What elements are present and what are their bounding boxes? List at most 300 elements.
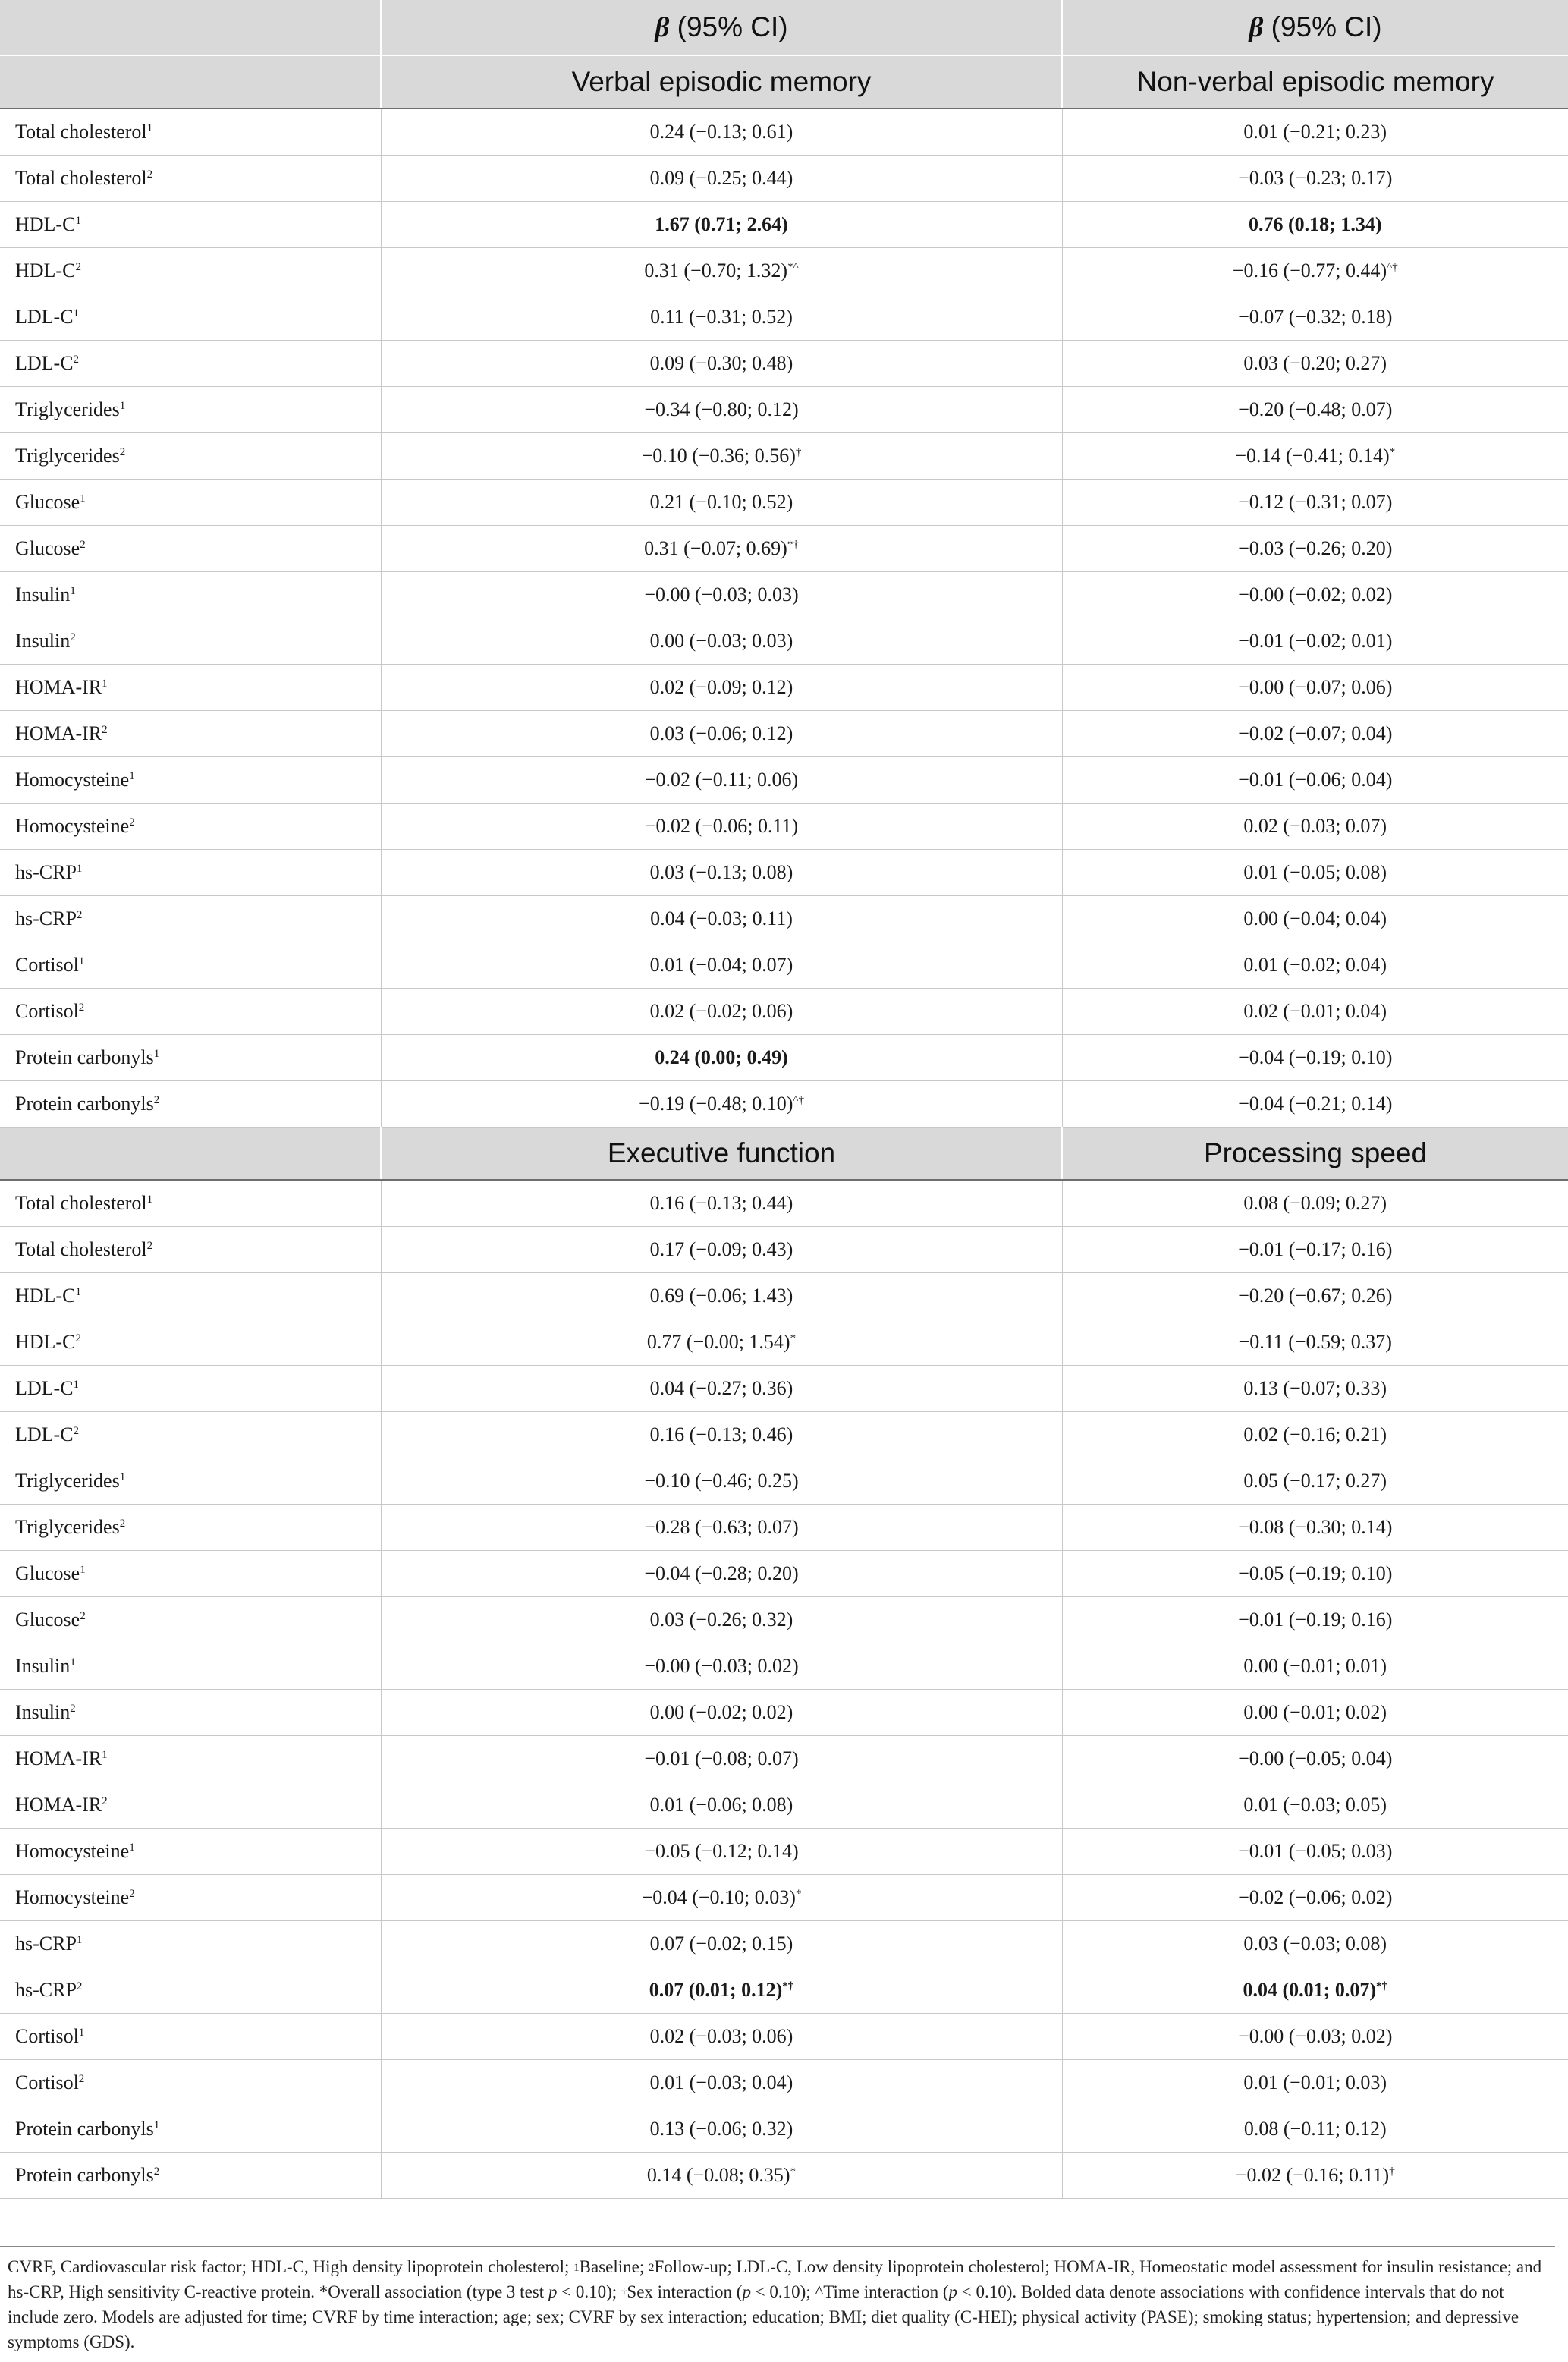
variable-name: hs-CRP [15, 1933, 77, 1955]
estimate-cell [381, 248, 1062, 294]
estimate-cell [1062, 2014, 1568, 2060]
table-row [0, 2153, 1568, 2199]
variable-name: Homocysteine [15, 1886, 130, 1908]
timepoint-sup: 2 [76, 909, 83, 921]
footnote-text: Baseline; [579, 2257, 649, 2276]
estimate-cell [1062, 1736, 1568, 1782]
estimate-cell [381, 711, 1062, 757]
significance-marker: * [790, 1332, 797, 1345]
estimate-cell [381, 156, 1062, 202]
table-row [0, 896, 1568, 942]
table-row [0, 248, 1568, 294]
table-row [0, 1273, 1568, 1319]
timepoint-sup: 2 [75, 1332, 81, 1345]
timepoint-sup: 1 [70, 585, 76, 597]
estimate-cell [381, 1782, 1062, 1829]
timepoint-sup: 2 [70, 1703, 76, 1715]
estimate-cell [381, 202, 1062, 248]
table-row [0, 433, 1568, 480]
timepoint-sup: 2 [102, 1795, 108, 1807]
estimate-cell [381, 2060, 1062, 2106]
variable-cell [0, 2106, 381, 2153]
section-header-col1: Executive function [381, 1128, 1062, 1180]
section-header-col1: Verbal episodic memory [381, 55, 1062, 108]
timepoint-sup: 2 [76, 1980, 83, 1992]
variable-cell [0, 1273, 381, 1319]
estimate-value: 0.16 (−0.13; 0.46) [649, 1423, 793, 1445]
variable-cell [0, 1458, 381, 1505]
variable-cell [0, 896, 381, 942]
table-row [0, 1227, 1568, 1273]
table-row [0, 1551, 1568, 1597]
estimate-value: −0.05 (−0.19; 0.10) [1238, 1562, 1393, 1584]
estimate-cell [1062, 1921, 1568, 1967]
estimate-cell [1062, 1035, 1568, 1081]
estimate-cell [1062, 480, 1568, 526]
estimate-value: 0.00 (−0.02; 0.02) [649, 1701, 793, 1723]
variable-cell [0, 1319, 381, 1366]
estimate-cell [1062, 1412, 1568, 1458]
variable-name: Glucose [15, 1609, 80, 1631]
timepoint-sup: 2 [153, 2165, 160, 2178]
estimate-value: −0.10 (−0.36; 0.56) [641, 445, 796, 467]
estimate-value: −0.20 (−0.48; 0.07) [1238, 398, 1393, 420]
estimate-value: −0.01 (−0.19; 0.16) [1238, 1609, 1393, 1631]
estimate-value: 0.21 (−0.10; 0.52) [649, 491, 793, 513]
estimate-cell [381, 1081, 1062, 1128]
variable-name: Insulin [15, 1701, 71, 1723]
estimate-cell [1062, 2153, 1568, 2199]
footnote-sup: † [621, 2287, 627, 2299]
estimate-value: 0.01 (−0.01; 0.03) [1243, 2071, 1387, 2093]
estimate-cell [1062, 1967, 1568, 2014]
footnote-sup: 1 [573, 2262, 580, 2274]
table-row [0, 1782, 1568, 1829]
variable-name: LDL-C [15, 1377, 74, 1399]
significance-marker: * [1389, 446, 1396, 458]
estimate-value: 0.01 (−0.21; 0.23) [1243, 121, 1387, 143]
variable-cell [0, 1412, 381, 1458]
timepoint-sup: 1 [73, 307, 80, 319]
beta-symbol: β [655, 11, 670, 43]
variable-name: Cortisol [15, 1000, 79, 1022]
section-header-empty [0, 55, 381, 108]
estimate-value: −0.00 (−0.02; 0.02) [1238, 583, 1393, 605]
footnote-text: CVRF, Cardiovascular risk factor; HDL-C, High density lipoprotein cholesterol; [8, 2257, 574, 2276]
timepoint-sup: 1 [78, 2027, 85, 2039]
timepoint-sup: 2 [80, 539, 86, 551]
table-row [0, 1597, 1568, 1643]
estimate-value: −0.00 (−0.03; 0.02) [1238, 2025, 1393, 2047]
variable-cell [0, 1081, 381, 1128]
variable-name: HOMA-IR [15, 1794, 102, 1816]
estimate-value: −0.02 (−0.11; 0.06) [644, 769, 799, 791]
estimate-cell [381, 572, 1062, 618]
estimate-cell [1062, 1227, 1568, 1273]
estimate-cell [381, 618, 1062, 665]
estimate-value: −0.20 (−0.67; 0.26) [1238, 1285, 1393, 1307]
estimate-value: 0.24 (0.00; 0.49) [655, 1046, 788, 1068]
section-header-col2: Processing speed [1062, 1128, 1568, 1180]
estimate-value: −0.02 (−0.16; 0.11) [1235, 2164, 1390, 2186]
estimate-cell [1062, 433, 1568, 480]
estimate-cell [1062, 1875, 1568, 1921]
estimate-cell [381, 109, 1062, 156]
estimate-cell [1062, 989, 1568, 1035]
footnote-sup: 2 [649, 2262, 655, 2274]
variable-name: Glucose [15, 491, 80, 513]
estimate-value: 0.04 (0.01; 0.07) [1243, 1979, 1376, 2001]
variable-cell [0, 1921, 381, 1967]
estimate-value: 0.02 (−0.09; 0.12) [649, 676, 793, 698]
variable-name: HDL-C [15, 213, 76, 235]
variable-name: Cortisol [15, 2025, 79, 2047]
variable-name: Cortisol [15, 2071, 79, 2093]
estimate-cell [381, 757, 1062, 804]
variable-name: Protein carbonyls [15, 1093, 154, 1115]
variable-name: Homocysteine [15, 769, 130, 791]
table-row [0, 850, 1568, 896]
estimate-value: 1.67 (0.71; 2.64) [655, 213, 788, 235]
timepoint-sup: 2 [102, 724, 108, 736]
estimate-cell [381, 1035, 1062, 1081]
footnote-italic: p [742, 2282, 751, 2301]
footnote-text: < 0.10); ^Time interaction ( [750, 2282, 949, 2301]
variable-name: Triglycerides [15, 1516, 120, 1538]
table-row [0, 572, 1568, 618]
estimate-cell [1062, 1829, 1568, 1875]
variable-name: Triglycerides [15, 1470, 120, 1492]
estimate-cell [381, 942, 1062, 989]
variable-name: Glucose [15, 537, 80, 559]
estimate-value: 0.03 (−0.03; 0.08) [1243, 1933, 1387, 1955]
estimate-cell [1062, 804, 1568, 850]
beta-ci-header [1062, 0, 1568, 55]
table-row [0, 480, 1568, 526]
variable-name: Total cholesterol [15, 1238, 147, 1260]
estimate-cell [381, 1273, 1062, 1319]
estimate-value: 0.07 (−0.02; 0.15) [649, 1933, 793, 1955]
table-row [0, 156, 1568, 202]
variable-cell [0, 341, 381, 387]
table-row [0, 1081, 1568, 1128]
estimate-value: −0.05 (−0.12; 0.14) [644, 1840, 799, 1862]
estimate-cell [1062, 1319, 1568, 1366]
estimate-value: −0.00 (−0.07; 0.06) [1238, 676, 1393, 698]
significance-marker: ^† [1387, 261, 1398, 273]
estimate-cell [381, 896, 1062, 942]
estimate-value: 0.24 (−0.13; 0.61) [649, 121, 793, 143]
estimate-cell [1062, 1690, 1568, 1736]
estimate-cell [381, 1227, 1062, 1273]
estimate-cell [381, 1921, 1062, 1967]
estimate-value: 0.00 (−0.03; 0.03) [649, 630, 793, 652]
estimate-cell [381, 1875, 1062, 1921]
estimate-value: 0.04 (−0.27; 0.36) [649, 1377, 793, 1399]
section-header-row [0, 1128, 1568, 1180]
estimate-cell [381, 1366, 1062, 1412]
estimate-value: −0.16 (−0.77; 0.44) [1232, 259, 1387, 281]
timepoint-sup: 2 [119, 1518, 126, 1530]
significance-marker: † [1389, 2165, 1395, 2178]
variable-cell [0, 433, 381, 480]
variable-cell [0, 1829, 381, 1875]
table-row [0, 387, 1568, 433]
variable-cell [0, 665, 381, 711]
estimate-cell [381, 1829, 1062, 1875]
timepoint-sup: 1 [78, 955, 85, 967]
estimate-value: −0.34 (−0.80; 0.12) [644, 398, 799, 420]
estimate-value: −0.01 (−0.17; 0.16) [1238, 1238, 1393, 1260]
variable-name: HOMA-IR [15, 722, 102, 744]
footnote-text: Follow-up; LDL-C, Low density lipoprotein cholesterol; HOMA-IR, Homeostatic model assessment for insulin resistance; and hs-CRP, High sensitivity C-reactive protein. *Overall association (type 3 test [8, 2257, 1542, 2301]
estimate-value: 0.31 (−0.70; 1.32) [644, 259, 788, 281]
estimate-cell [381, 526, 1062, 572]
estimate-value: 0.16 (−0.13; 0.44) [649, 1192, 793, 1214]
timepoint-sup: 1 [102, 1749, 108, 1761]
estimate-value: 0.01 (−0.06; 0.08) [649, 1794, 793, 1816]
variable-cell [0, 572, 381, 618]
estimate-cell [381, 1643, 1062, 1690]
beta-ci-header [381, 0, 1062, 55]
table-row [0, 1366, 1568, 1412]
estimate-value: −0.03 (−0.23; 0.17) [1238, 167, 1393, 189]
variable-cell [0, 1643, 381, 1690]
significance-marker: * [790, 2165, 797, 2178]
beta-symbol: β [1249, 11, 1264, 43]
timepoint-sup: 1 [146, 1194, 153, 1206]
variable-cell [0, 1505, 381, 1551]
timepoint-sup: 2 [75, 261, 81, 273]
variable-cell [0, 850, 381, 896]
variable-name: Homocysteine [15, 1840, 130, 1862]
timepoint-sup: 2 [73, 1425, 80, 1437]
table-footnote [0, 2246, 1555, 2354]
table-row [0, 1412, 1568, 1458]
estimate-value: 0.00 (−0.04; 0.04) [1243, 907, 1387, 929]
variable-cell [0, 942, 381, 989]
estimate-value: 0.31 (−0.07; 0.69) [644, 537, 787, 559]
variable-name: LDL-C [15, 352, 74, 374]
variable-name: hs-CRP [15, 907, 77, 929]
table-row [0, 1967, 1568, 2014]
variable-name: HDL-C [15, 259, 76, 281]
variable-name: Triglycerides [15, 398, 120, 420]
table-row [0, 2060, 1568, 2106]
estimate-value: 0.77 (−0.00; 1.54) [646, 1331, 790, 1353]
estimate-cell [1062, 942, 1568, 989]
timepoint-sup: 1 [75, 1286, 81, 1298]
estimate-cell [1062, 1782, 1568, 1829]
estimate-value: −0.11 (−0.59; 0.37) [1238, 1331, 1392, 1353]
estimate-cell [381, 294, 1062, 341]
timepoint-sup: 1 [119, 1471, 126, 1483]
footnote-text: < 0.10). Bolded data denote associations with confidence intervals that do not include zero. Models are adjusted for time; CVRF by time interaction; age; sex; CVRF by sex interaction; education; BMI; diet quality (C-HEI); physical activity (PASE); smoking status; hypertension; and depressive symptoms (GDS). [8, 2282, 1519, 2351]
variable-cell [0, 1597, 381, 1643]
table-row [0, 1035, 1568, 1081]
variable-name: Insulin [15, 583, 71, 605]
estimate-cell [1062, 156, 1568, 202]
estimate-value: 0.01 (−0.02; 0.04) [1243, 954, 1387, 976]
variable-cell [0, 2060, 381, 2106]
section-header-empty [0, 1128, 381, 1180]
variable-cell [0, 1736, 381, 1782]
variable-cell [0, 1690, 381, 1736]
estimate-cell [381, 1597, 1062, 1643]
estimate-cell [381, 665, 1062, 711]
table-row [0, 1505, 1568, 1551]
estimate-value: 0.13 (−0.07; 0.33) [1243, 1377, 1387, 1399]
estimate-value: 0.08 (−0.09; 0.27) [1243, 1192, 1387, 1214]
timepoint-sup: 1 [76, 1934, 83, 1946]
timepoint-sup: 1 [70, 1656, 76, 1668]
estimate-value: 0.04 (−0.03; 0.11) [650, 907, 793, 929]
table-row [0, 989, 1568, 1035]
estimate-value: 0.05 (−0.17; 0.27) [1243, 1470, 1387, 1492]
variable-name: LDL-C [15, 306, 74, 328]
significance-marker: *^ [787, 261, 799, 273]
estimate-value: 0.17 (−0.09; 0.43) [649, 1238, 793, 1260]
table-row [0, 757, 1568, 804]
timepoint-sup: 2 [146, 168, 153, 181]
estimate-value: 0.11 (−0.31; 0.52) [650, 306, 793, 328]
estimate-cell [1062, 1366, 1568, 1412]
table-row [0, 804, 1568, 850]
estimate-cell [1062, 2060, 1568, 2106]
estimate-value: 0.03 (−0.26; 0.32) [649, 1609, 793, 1631]
footnote-text: < 0.10); [557, 2282, 621, 2301]
variable-name: hs-CRP [15, 1979, 77, 2001]
table-row [0, 618, 1568, 665]
variable-cell [0, 202, 381, 248]
variable-cell [0, 618, 381, 665]
estimate-cell [381, 1967, 1062, 2014]
estimate-cell [1062, 1458, 1568, 1505]
variable-name: Total cholesterol [15, 1192, 147, 1214]
timepoint-sup: 2 [70, 631, 76, 643]
estimate-value: −0.00 (−0.03; 0.02) [644, 1655, 799, 1677]
significance-marker: * [795, 1888, 802, 1900]
variable-cell [0, 1967, 381, 2014]
estimate-value: −0.12 (−0.31; 0.07) [1238, 491, 1393, 513]
variable-name: Protein carbonyls [15, 2118, 154, 2140]
estimate-cell [381, 989, 1062, 1035]
estimate-cell [1062, 711, 1568, 757]
table-row [0, 2014, 1568, 2060]
footnote-italic: p [948, 2282, 957, 2301]
estimate-value: 0.09 (−0.25; 0.44) [649, 167, 793, 189]
estimate-value: −0.02 (−0.07; 0.04) [1238, 722, 1393, 744]
ci-label: (95% CI) [677, 11, 788, 42]
variable-name: HOMA-IR [15, 1747, 102, 1769]
estimate-cell [381, 480, 1062, 526]
table-row [0, 1643, 1568, 1690]
variable-cell [0, 804, 381, 850]
estimate-value: 0.69 (−0.06; 1.43) [649, 1285, 793, 1307]
variable-cell [0, 1875, 381, 1921]
variable-cell [0, 156, 381, 202]
table-row [0, 1458, 1568, 1505]
estimate-cell [381, 1181, 1062, 1227]
timepoint-sup: 2 [146, 1240, 153, 1252]
variable-cell [0, 248, 381, 294]
estimate-cell [381, 433, 1062, 480]
table-row [0, 109, 1568, 156]
variable-cell [0, 1227, 381, 1273]
estimate-cell [381, 1736, 1062, 1782]
timepoint-sup: 1 [102, 678, 108, 690]
estimate-value: −0.02 (−0.06; 0.02) [1238, 1886, 1393, 1908]
variable-name: hs-CRP [15, 861, 77, 883]
estimate-value: −0.10 (−0.46; 0.25) [644, 1470, 799, 1492]
variable-cell [0, 1181, 381, 1227]
estimate-value: −0.04 (−0.10; 0.03) [641, 1886, 796, 1908]
estimate-cell [381, 387, 1062, 433]
estimate-cell [1062, 1643, 1568, 1690]
variable-name: Cortisol [15, 954, 79, 976]
estimate-value: 0.02 (−0.03; 0.06) [649, 2025, 793, 2047]
timepoint-sup: 1 [75, 215, 81, 227]
variable-name: Protein carbonyls [15, 1046, 154, 1068]
significance-marker: † [795, 446, 802, 458]
estimate-value: 0.08 (−0.11; 0.12) [1243, 2118, 1387, 2140]
estimate-value: −0.04 (−0.21; 0.14) [1238, 1093, 1393, 1115]
estimate-value: 0.01 (−0.04; 0.07) [649, 954, 793, 976]
significance-marker: *† [782, 1980, 794, 1992]
variable-cell [0, 109, 381, 156]
table-row [0, 1319, 1568, 1366]
timepoint-sup: 2 [78, 2073, 85, 2085]
estimate-value: 0.03 (−0.06; 0.12) [649, 722, 793, 744]
variable-name: HOMA-IR [15, 676, 102, 698]
variable-cell [0, 480, 381, 526]
estimate-value: 0.14 (−0.08; 0.35) [646, 2164, 790, 2186]
estimate-value: 0.02 (−0.01; 0.04) [1243, 1000, 1387, 1022]
estimate-cell [381, 1458, 1062, 1505]
estimate-cell [381, 341, 1062, 387]
variable-name: LDL-C [15, 1423, 74, 1445]
timepoint-sup: 2 [129, 816, 135, 829]
timepoint-sup: 1 [146, 122, 153, 134]
timepoint-sup: 1 [153, 1048, 160, 1060]
estimate-cell [1062, 618, 1568, 665]
estimate-value: −0.02 (−0.06; 0.11) [644, 815, 799, 837]
estimate-cell [381, 804, 1062, 850]
estimate-cell [1062, 1273, 1568, 1319]
beta-header-row [0, 0, 1568, 55]
estimate-cell [381, 1505, 1062, 1551]
timepoint-sup: 1 [76, 863, 83, 875]
variable-name: Glucose [15, 1562, 80, 1584]
table-row [0, 202, 1568, 248]
table-row [0, 294, 1568, 341]
estimate-value: −0.08 (−0.30; 0.14) [1238, 1516, 1393, 1538]
table-row [0, 1736, 1568, 1782]
header-empty-cell [0, 0, 381, 55]
significance-marker: *† [787, 539, 799, 551]
ci-label: (95% CI) [1271, 11, 1382, 42]
variable-name: Protein carbonyls [15, 2164, 154, 2186]
table-row [0, 1921, 1568, 1967]
variable-cell [0, 2014, 381, 2060]
estimate-cell [1062, 387, 1568, 433]
estimate-cell [381, 1551, 1062, 1597]
estimate-cell [381, 1690, 1062, 1736]
estimate-cell [1062, 1551, 1568, 1597]
estimate-value: −0.01 (−0.06; 0.04) [1238, 769, 1393, 791]
table-row [0, 711, 1568, 757]
timepoint-sup: 1 [73, 1379, 80, 1391]
